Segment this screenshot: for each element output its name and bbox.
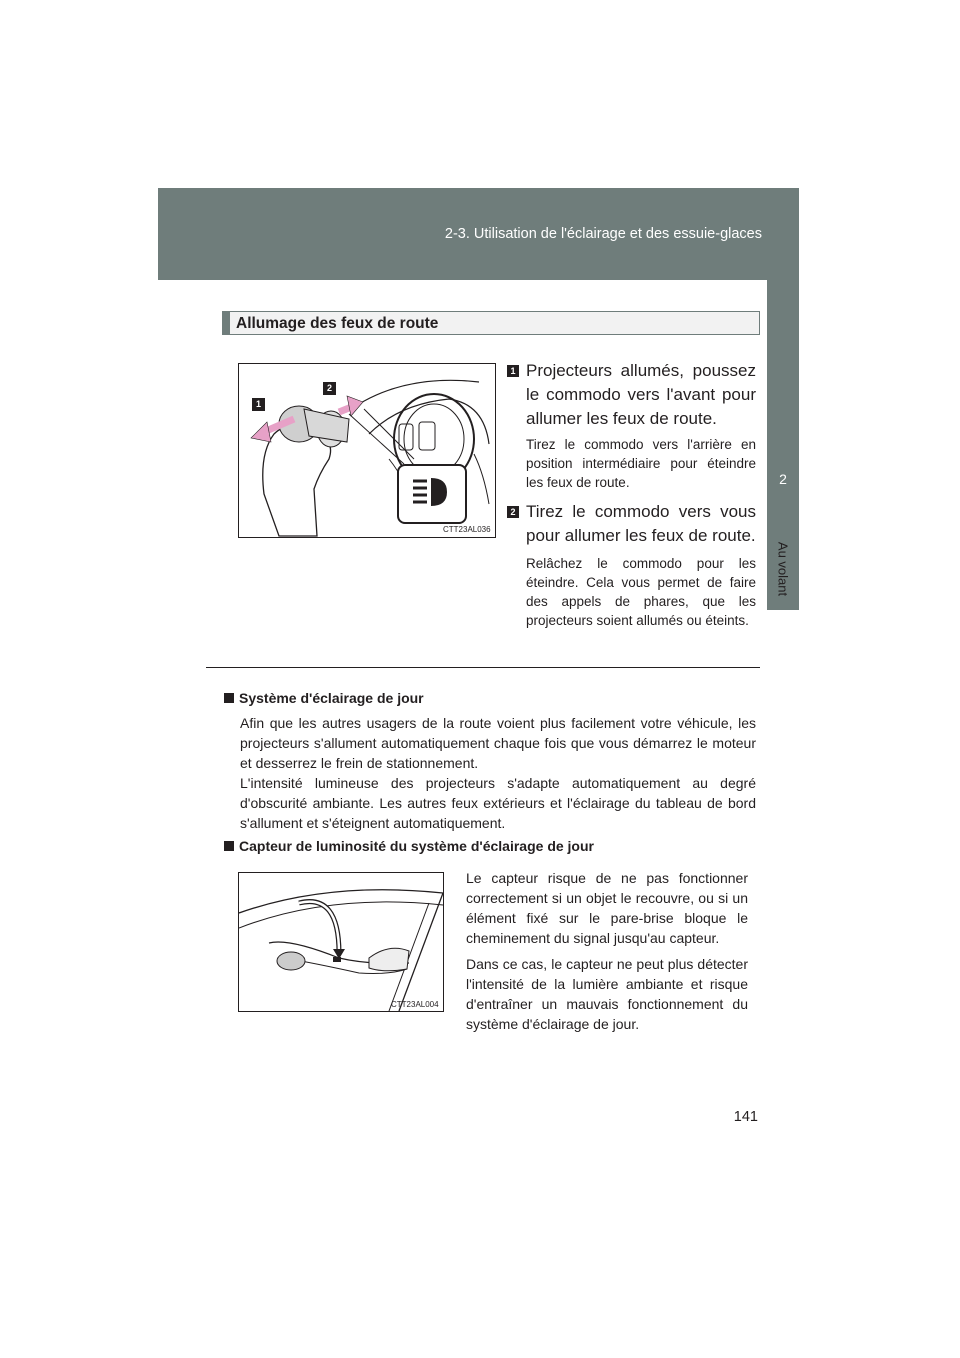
page-number: 141 [733,1109,758,1125]
figure-headlight-lever [238,363,496,538]
callout-badge-2: 2 [323,382,336,395]
step-1-sub: Tirez le commodo vers l'arrière en position intermédiaire pour éteindre les feux de route. [526,437,756,490]
chapter-title: 2-3. Utilisation de l'éclairage et des essuie-glaces [444,226,762,242]
sensor-description [466,868,748,1040]
section-divider [206,667,760,668]
note-2-heading: Capteur de luminosité du système d'éclairage de jour [224,838,594,854]
chapter-tab-label: Au volant [775,541,791,597]
step-1-main: Projecteurs allumés, poussez le commodo vers l'avant pour allumer les feux de route. [526,361,756,428]
step-2 [507,500,757,660]
windshield-illustration [239,873,443,1011]
step-1 [507,359,757,494]
step-2-badge: 2 [507,506,519,518]
note-2-paragraph-1: Le capteur risque de ne pas fonctionner correctement si un objet le recouvre, ou si un élément fixé sur le pare-brise bloque le cheminement du signal jusqu'au capteur. [466,870,748,946]
step-1-badge: 1 [507,365,519,377]
step-2-main: Tirez le commodo vers vous pour allumer les feux de route. [526,502,756,545]
figure1-code: CTT23AL036 [443,525,491,534]
note-1-paragraph-2: L'intensité lumineuse des projecteurs s'adapte automatiquement au degré d'obscurité ambiante. Les autres feux extérieurs et l'éclairage du tableau de bord s'allument et s'éteignent automatiquement. [240,775,756,831]
figure2-code: CTT23AL004 [391,1000,439,1009]
chapter-tab-number: 2 [779,471,787,487]
note-2-paragraph-2: Dans ce cas, le capteur ne peut plus détecter l'intensité de la lumière ambiante et risque d'entraîner un mauvais fonctionnement du système d'éclairage de jour. [466,956,748,1032]
section-title: Allumage des feux de route [236,315,439,332]
note-1-paragraph-1: Afin que les autres usagers de la route voient plus facilement votre véhicule, les projecteurs s'allument automatiquement chaque fois que vous démarrez le moteur et desserrez le frein de stationnement. [240,715,756,771]
note-bullet [224,841,234,851]
note-1-heading: Système d'éclairage de jour [224,690,424,706]
step-2-sub: Relâchez le commodo pour les éteindre. Cela vous permet de faire des appels de phares, que les projecteurs soient allumés ou éteints. [526,556,756,628]
note-bullet [224,693,234,703]
high-beam-icon [397,464,467,524]
callout-badge-1: 1 [252,398,265,411]
figure-light-sensor [238,872,444,1012]
section-title-box [222,311,760,335]
note-1-body [240,713,756,833]
section-title-accent [223,312,230,334]
